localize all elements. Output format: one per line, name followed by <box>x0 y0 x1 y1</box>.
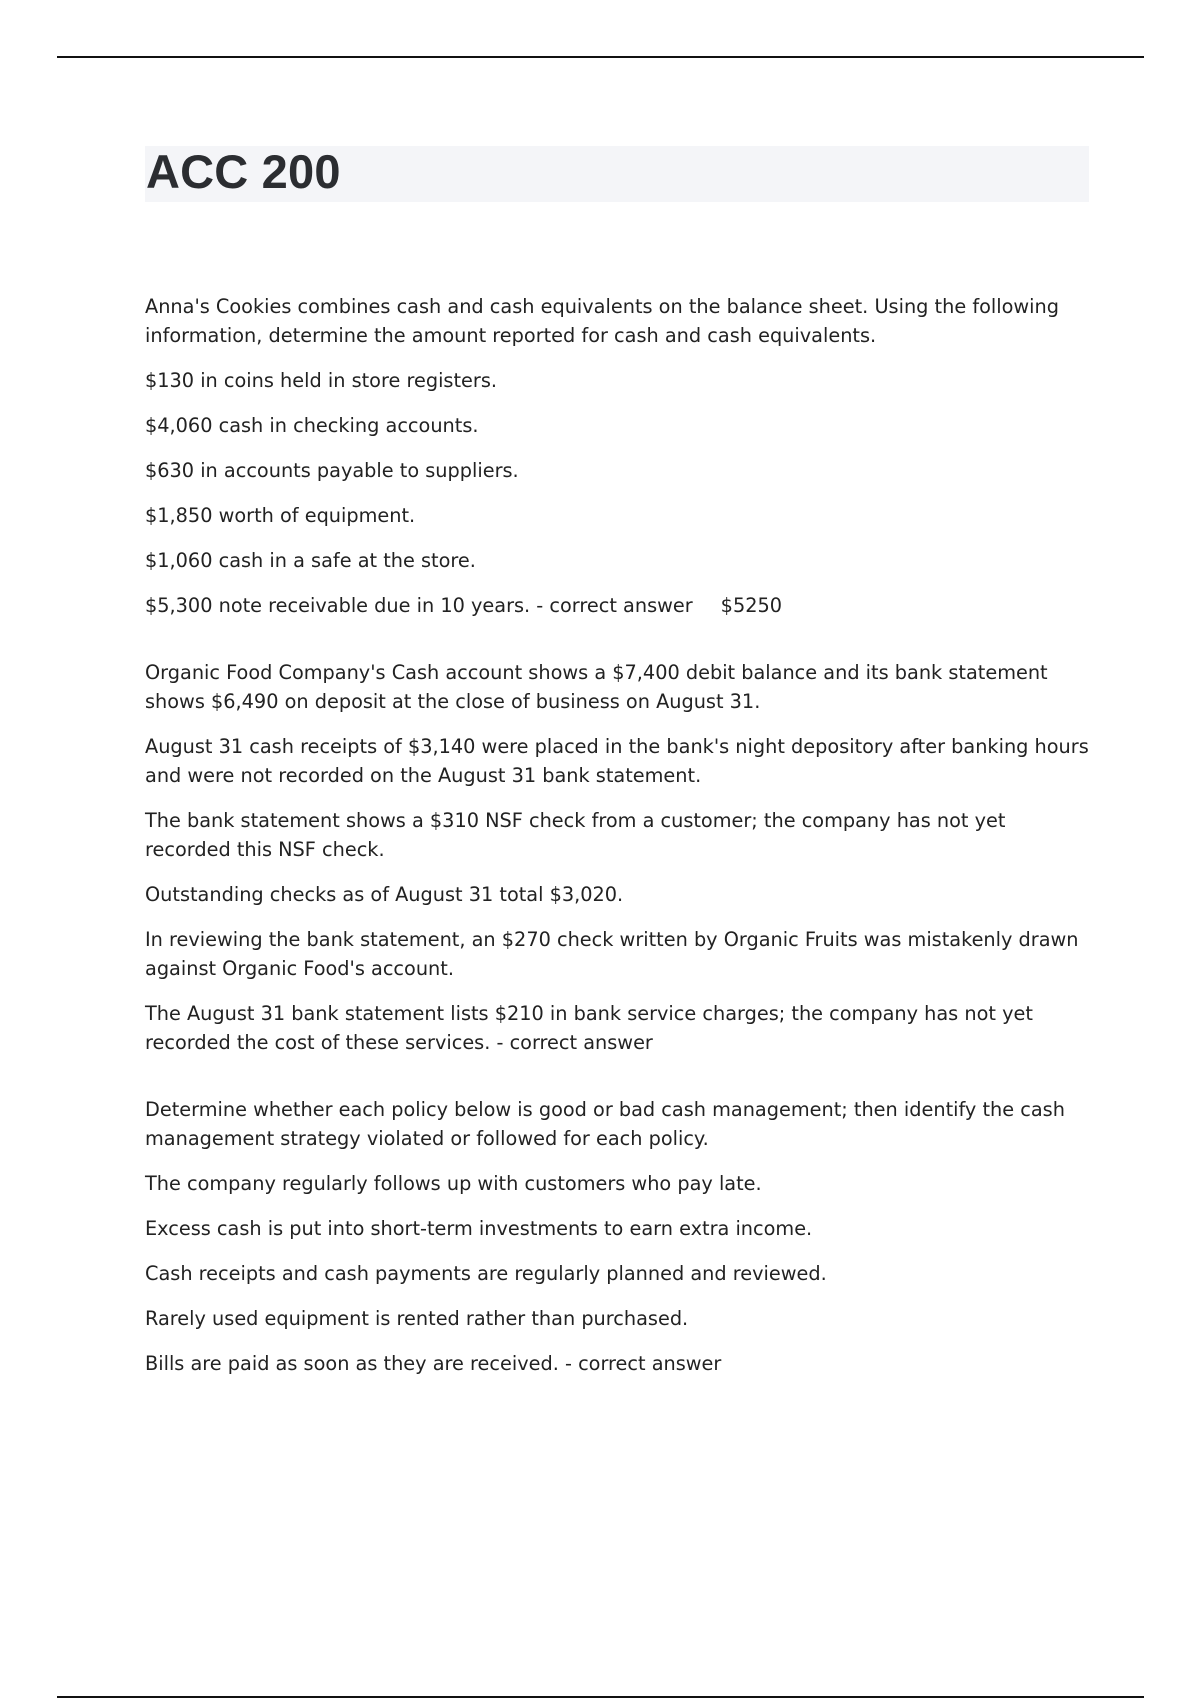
question-intro: Organic Food Company's Cash account shows a $7,400 debit balance and its bank statement shows $6,490 on deposit at the close of business on August 31. <box>145 661 1048 713</box>
question-item: The bank statement shows a $310 NSF check from a customer; the company has not yet recorded this NSF check. <box>145 809 1006 861</box>
question-item: $630 in accounts payable to suppliers. <box>145 459 519 482</box>
question-intro: Determine whether each policy below is good or bad cash management; then identify the cash management strategy violated or followed for each policy. <box>145 1098 1065 1150</box>
document-body <box>145 292 1095 1394</box>
correct-answer-value: $5250 <box>720 594 783 617</box>
question-item: Excess cash is put into short-term investments to earn extra income. <box>145 1217 813 1240</box>
question-block-2 <box>145 658 1095 1057</box>
question-item: $1,850 worth of equipment. <box>145 504 416 527</box>
question-intro: Anna's Cookies combines cash and cash equivalents on the balance sheet. Using the following information, determine the amount reported for cash and cash equivalents. <box>145 295 1059 347</box>
document-title: ACC 200 <box>146 145 341 198</box>
top-rule <box>57 56 1144 58</box>
question-item: Outstanding checks as of August 31 total $3,020. <box>145 883 624 906</box>
bottom-rule <box>57 1696 1144 1698</box>
question-item: Bills are paid as soon as they are received. - correct answer <box>145 1352 722 1375</box>
question-item: $130 in coins held in store registers. <box>145 369 497 392</box>
question-block-3 <box>145 1095 1095 1378</box>
question-item: Rarely used equipment is rented rather than purchased. <box>145 1307 689 1330</box>
question-item: August 31 cash receipts of $3,140 were placed in the bank's night depository after banking hours and were not recorded on the August 31 bank statement. <box>145 735 1089 787</box>
question-item: $1,060 cash in a safe at the store. <box>145 549 476 572</box>
question-item: $4,060 cash in checking accounts. <box>145 414 479 437</box>
question-item-with-answer <box>145 591 1095 620</box>
question-block-1 <box>145 292 1095 620</box>
question-item: In reviewing the bank statement, an $270 check written by Organic Fruits was mistakenly drawn against Organic Food's account. <box>145 928 1079 980</box>
question-item-last: $5,300 note receivable due in 10 years. - correct answer <box>145 594 693 617</box>
question-item: The August 31 bank statement lists $210 in bank service charges; the company has not yet recorded the cost of these services. - correct answer <box>145 1002 1033 1054</box>
question-item: The company regularly follows up with customers who pay late. <box>145 1172 762 1195</box>
question-item: Cash receipts and cash payments are regularly planned and reviewed. <box>145 1262 827 1285</box>
